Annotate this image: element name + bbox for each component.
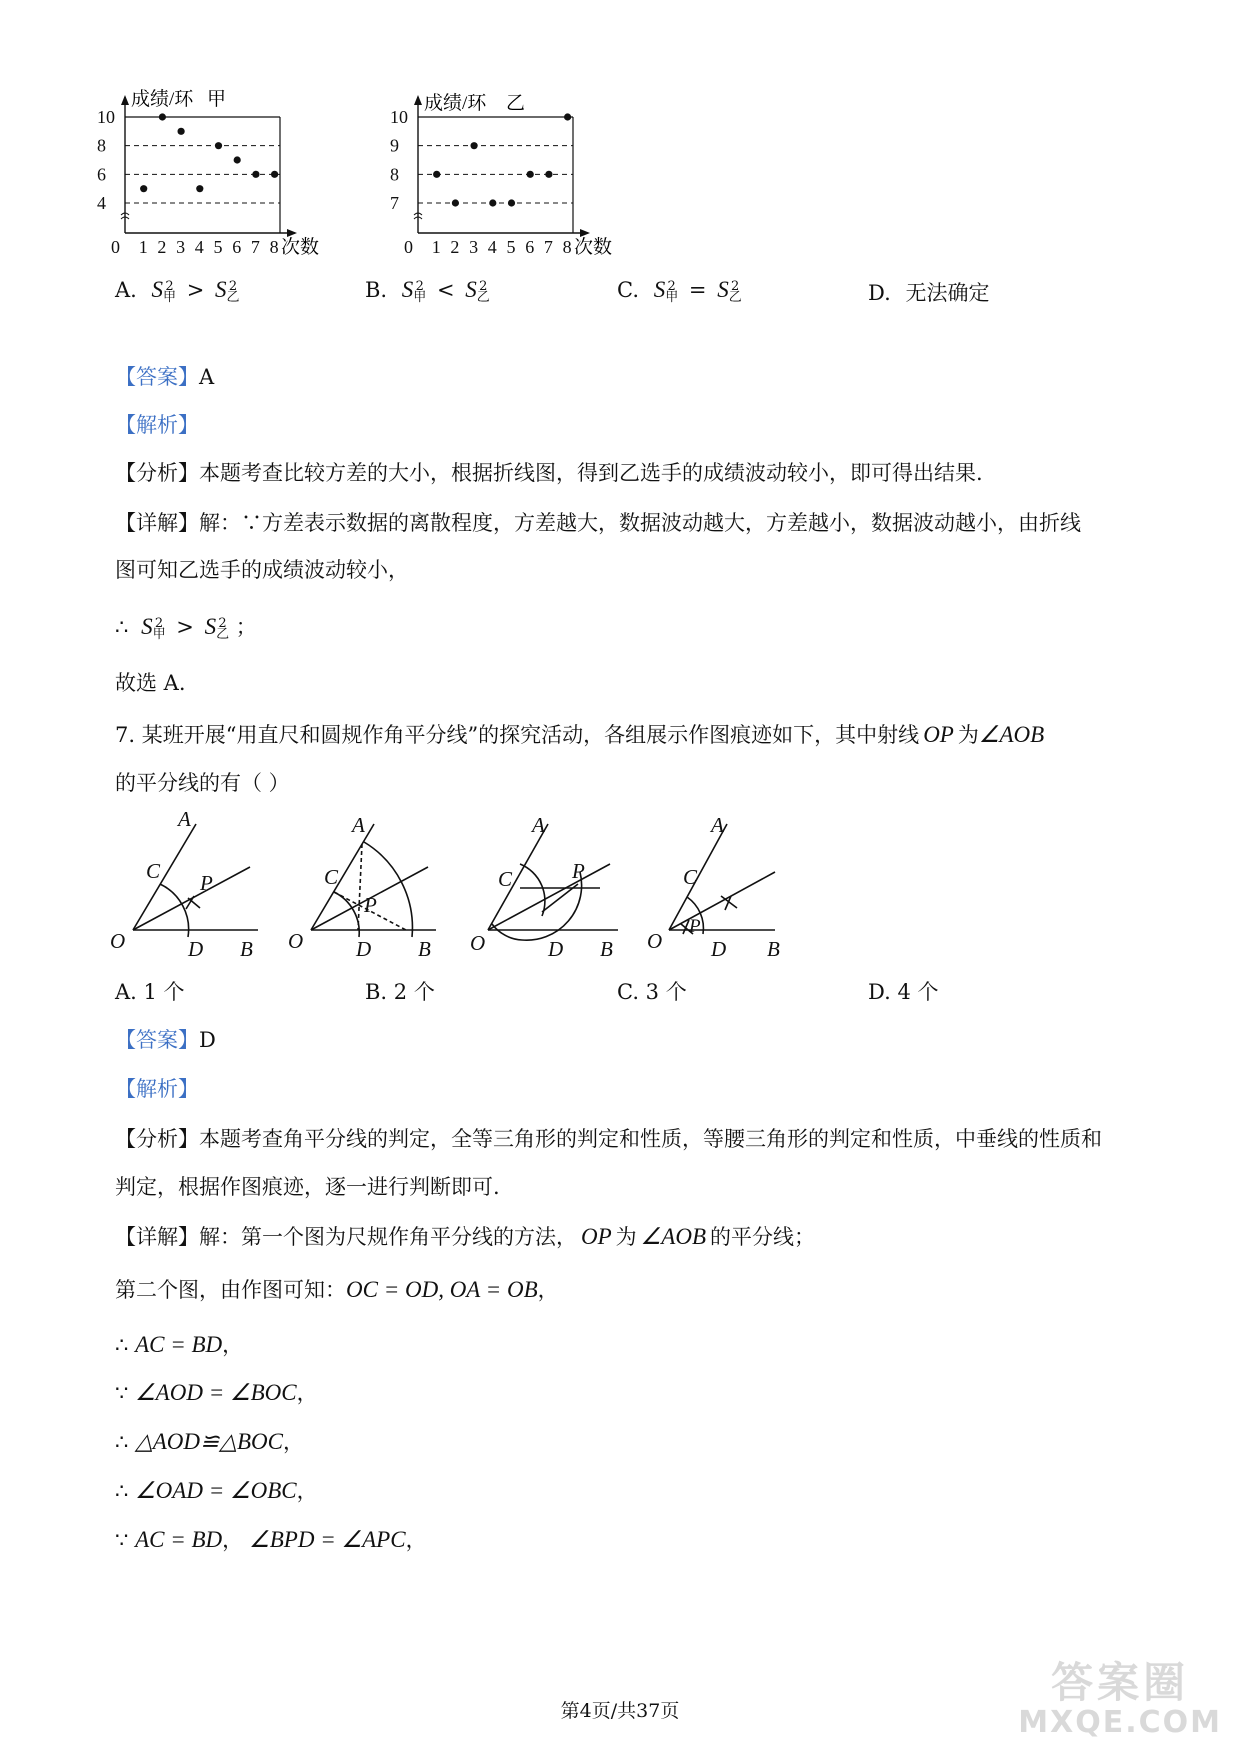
jia-data-point	[159, 113, 166, 120]
q6-option-c-sub2: 乙	[728, 289, 742, 305]
chart-yi-axes	[414, 95, 590, 237]
q7-step-2-eq: ∠AOD = ∠BOC	[135, 1380, 297, 1405]
q6-option-b-letter: B.	[365, 278, 388, 302]
jia-data-point	[196, 185, 203, 192]
q6-conclusion-formula	[115, 612, 257, 642]
q7-step-4-eq: ∠OAD = ∠OBC	[135, 1478, 297, 1503]
q7-stem-1	[115, 720, 1044, 750]
fig3-label-p: P	[572, 859, 585, 883]
chart-jia-y-ticks	[97, 107, 115, 213]
watermark-top: 答案圈	[1051, 1658, 1190, 1707]
jia-x-tick-label: 8	[269, 237, 279, 257]
jia-data-point	[140, 185, 147, 192]
q6-option-c-sq1: 2	[667, 278, 676, 294]
yi-x-tick-label: 1	[431, 237, 441, 257]
q6-formula-sq1: 2	[154, 615, 164, 631]
q6-xiangjie-1	[115, 508, 1081, 538]
q7-step-3-end: ，	[282, 1430, 304, 1454]
fig1-label-d: D	[188, 937, 204, 961]
q7-figure-2	[286, 812, 446, 962]
q6-formula-end: ；	[235, 615, 257, 639]
q7-option-c: C. 3 个	[617, 980, 687, 1004]
q7-analysis-heading	[115, 1074, 199, 1104]
chart-jia-ylabel: 成绩/环	[131, 89, 194, 110]
q6-answer	[115, 362, 214, 392]
q6-option-c-sub1: 甲	[665, 289, 679, 305]
fig1-label-a: A	[178, 812, 191, 831]
fig1-label-b: B	[240, 937, 253, 961]
fig3-label-o: O	[470, 931, 486, 955]
q6-xiangjie-text-2: 图可知乙选手的成绩波动较小，	[115, 558, 409, 582]
fig3-label-d: D	[548, 937, 564, 961]
yi-y-tick-label: 8	[390, 164, 399, 185]
q7-step-5-end: ，	[405, 1528, 427, 1552]
q7-step-4-end: ，	[296, 1479, 318, 1503]
yi-data-point	[527, 171, 534, 178]
chart-jia-series-name: 甲	[207, 89, 227, 110]
q6-xiangjie-text-1: 解：∵方差表示数据的离散程度，方差越大，数据波动越大，方差越小，数据波动越小，由折线	[199, 511, 1081, 535]
yi-x-tick-label: 3	[469, 237, 479, 257]
q6-option-b-op: <	[437, 278, 455, 302]
yi-data-point	[471, 142, 478, 149]
chart-yi-points	[433, 113, 571, 206]
q7-option-a: A. 1 个	[115, 980, 185, 1004]
q6-fenxi-text: 本题考查比较方差的大小，根据折线图，得到乙选手的成绩波动较小，即可得出结果.	[199, 461, 983, 485]
q6-fenxi	[115, 458, 983, 488]
yi-data-point	[508, 199, 515, 206]
q7-stem-angle: ∠AOB	[978, 722, 1045, 747]
q6-option-c-s1: S	[653, 277, 666, 302]
fig2-label-o: O	[288, 929, 304, 953]
fig4-label-b: B	[767, 937, 780, 961]
q7-step-1	[115, 1330, 243, 1360]
q7-stem-op: OP	[923, 722, 954, 747]
yi-data-point	[489, 199, 496, 206]
q7-step-1-end: ，	[222, 1333, 244, 1357]
chart-yi-y-ticks	[390, 107, 408, 213]
q6-option-b-sub2: 乙	[476, 289, 490, 305]
q6-option-a-sq1: 2	[165, 278, 174, 294]
q6-therefore-symbol: ∴	[115, 615, 129, 639]
q6-formula-op: >	[176, 615, 194, 639]
q7-stem-2	[115, 768, 290, 798]
q7-step-5-sep: ，	[222, 1528, 244, 1552]
q7-step-1-eq: AC = BD	[135, 1332, 223, 1357]
yi-x-tick-label: 0	[404, 237, 413, 257]
q7-step-5	[115, 1525, 427, 1555]
q7-step-3	[115, 1427, 304, 1457]
fig3-label-a: A	[532, 813, 545, 837]
yi-y-tick-label: 10	[390, 107, 408, 127]
q6-xiangjie-2	[115, 555, 409, 585]
jia-y-arrow	[121, 95, 129, 105]
jia-x-tick-label: 4	[194, 237, 204, 257]
q6-analysis-tag: 【解析】	[115, 413, 199, 437]
q7-step-4-sym: ∴	[115, 1479, 129, 1503]
q7-answer-tag: 【答案】	[115, 1028, 199, 1052]
q6-xiangjie-tag: 【详解】	[115, 511, 199, 535]
q6-option-b-s2: S	[465, 277, 477, 302]
q6-option-c-s2: S	[717, 277, 729, 302]
jia-x-tick-label: 0	[111, 237, 120, 257]
jia-data-point	[215, 142, 222, 149]
chart-yi-xlabel: 次数	[574, 237, 613, 258]
q7-stem-text-2: 的平分线的有（ ）	[115, 771, 290, 795]
jia-x-tick-label: 6	[232, 237, 242, 257]
jia-x-tick-label: 2	[157, 237, 167, 257]
q7-line-2b: OC = OD, OA = OB	[346, 1277, 538, 1302]
fig4-label-d: D	[711, 937, 727, 961]
q6-formula-sub2: 乙	[216, 626, 230, 642]
fig3-label-b: B	[600, 937, 613, 961]
fig2-label-d: D	[356, 937, 372, 961]
q6-formula-s1: S	[141, 614, 153, 639]
chart-jia-points	[140, 113, 278, 192]
chart-yi-x-ticks	[404, 237, 572, 257]
q7-xiangjie-1	[115, 1222, 815, 1252]
q7-step-3-sym: ∴	[115, 1430, 129, 1454]
chart-yi-ylabel: 成绩/环	[424, 93, 487, 114]
q6-option-a-sub1: 甲	[163, 289, 177, 305]
yi-y-tick-label: 9	[390, 135, 399, 156]
fig4-label-p: P	[689, 916, 701, 937]
q7-fenxi-2	[115, 1172, 500, 1202]
q7-answer-value: D	[199, 1028, 216, 1052]
fig2-label-p: P	[364, 893, 377, 917]
q6-option-d-letter: D.	[868, 281, 891, 305]
fig2-label-c: C	[324, 865, 339, 889]
fig2-label-a: A	[352, 813, 365, 837]
q6-answer-tag: 【答案】	[115, 365, 199, 389]
fig3-label-c: C	[498, 867, 513, 891]
yi-x-tick-label: 6	[525, 237, 535, 257]
q7-step-2-sym: ∵	[115, 1381, 129, 1405]
chart-yi-series-name: 乙	[506, 93, 526, 114]
q7-figure-3	[470, 812, 630, 962]
q6-option-a-letter: A.	[115, 278, 137, 302]
q7-step-1-sym: ∴	[115, 1333, 129, 1357]
q6-option-b-sq1: 2	[415, 278, 424, 294]
q6-option-b-sq2: 2	[479, 278, 488, 294]
q7-xiangjie-1c: 为	[615, 1225, 637, 1249]
q7-figure-4	[645, 812, 805, 962]
fig4-label-a: A	[711, 813, 724, 837]
q7-line-2a: 第二个图，由作图可知：	[115, 1278, 346, 1302]
yi-data-point	[452, 199, 459, 206]
q6-formula-sub1: 甲	[152, 626, 166, 642]
yi-x-tick-label: 8	[562, 237, 572, 257]
jia-x-tick-label: 7	[250, 237, 260, 257]
watermark-bottom: MXQE.COM	[1018, 1705, 1222, 1740]
chart-jia	[95, 85, 335, 260]
yi-x-tick-label: 2	[450, 237, 460, 257]
q6-option-c	[617, 277, 742, 303]
q6-choice	[115, 668, 186, 698]
q7-xiangjie-1b: OP	[581, 1224, 612, 1249]
jia-data-point	[234, 156, 241, 163]
q6-option-a-op: >	[186, 278, 205, 302]
page-footer: 第4页/共37页	[560, 1700, 680, 1722]
q6-option-c-sq2: 2	[731, 278, 740, 294]
jia-y-tick-label: 4	[97, 193, 106, 213]
yi-y-arrow	[414, 95, 422, 105]
q6-option-b-sub1: 甲	[413, 289, 427, 305]
q6-option-d-text: 无法确定	[905, 281, 990, 305]
q7-step-5-sym: ∵	[115, 1528, 129, 1552]
jia-y-tick-label: 8	[97, 135, 106, 156]
yi-x-tick-label: 7	[543, 237, 553, 257]
jia-data-point	[178, 128, 185, 135]
q6-option-b	[365, 277, 490, 303]
q7-line-2c: ，	[537, 1278, 559, 1302]
yi-x-tick-label: 4	[487, 237, 497, 257]
jia-x-tick-label: 3	[176, 237, 186, 257]
q6-option-a-s2: S	[215, 277, 227, 302]
q6-option-a-sub2: 乙	[226, 289, 240, 305]
jia-y-tick-label: 10	[97, 107, 115, 127]
chart-jia-x-ticks	[111, 237, 279, 257]
q6-option-d	[868, 277, 989, 307]
chart-jia-axes	[121, 95, 297, 237]
q6-option-b-s1: S	[401, 277, 414, 302]
q7-xiangjie-1d: ∠AOB	[640, 1224, 706, 1249]
q7-line-2	[115, 1275, 559, 1305]
q7-option-d: D. 4 个	[868, 980, 939, 1004]
q6-fenxi-tag: 【分析】	[115, 461, 199, 485]
q7-step-4	[115, 1476, 318, 1506]
fig1-label-c: C	[146, 859, 161, 883]
q7-xiangjie-tag: 【详解】	[115, 1225, 199, 1249]
q7-xiangjie-1a: 解：第一个图为尺规作角平分线的方法，	[199, 1225, 577, 1249]
jia-y-tick-label: 6	[97, 164, 106, 185]
q7-answer	[115, 1025, 216, 1055]
q6-formula-s2: S	[204, 614, 217, 639]
fig2-label-b: B	[418, 937, 431, 961]
fig4-label-o: O	[647, 929, 663, 953]
yi-x-tick-label: 5	[506, 237, 516, 257]
jia-x-arrow	[287, 229, 297, 237]
q7-analysis-tag: 【解析】	[115, 1077, 199, 1101]
jia-data-point	[252, 171, 259, 178]
q7-xiangjie-1e: 的平分线；	[710, 1225, 815, 1249]
yi-y-tick-label: 7	[390, 193, 399, 213]
q6-formula-sq2: 2	[218, 615, 227, 631]
q7-fenxi-text-2: 判定，根据作图痕迹，逐一进行判断即可.	[115, 1175, 500, 1199]
fig1-label-p: P	[200, 871, 213, 895]
q7-figure-1	[108, 812, 268, 962]
fig4-label-c: C	[683, 865, 698, 889]
yi-x-arrow	[580, 229, 590, 237]
q6-choice-text: 故选 A.	[115, 671, 186, 695]
q7-stem-wei: 为	[957, 723, 979, 747]
q6-option-a-sq2: 2	[228, 278, 238, 294]
q6-option-a	[115, 277, 240, 303]
q7-step-2-end: ，	[296, 1381, 318, 1405]
q7-fenxi-1	[115, 1124, 1102, 1154]
jia-x-tick-label: 5	[213, 237, 223, 257]
jia-x-tick-label: 1	[138, 237, 148, 257]
q6-option-c-letter: C.	[617, 278, 639, 302]
q7-stem-text-1: 7. 某班开展“用直尺和圆规作角平分线”的探究活动，各组展示作图痕迹如下，其中射线	[115, 723, 920, 747]
q6-analysis-heading	[115, 410, 199, 440]
q6-option-a-s1: S	[151, 277, 164, 302]
q7-step-5-eq-b: ∠BPD = ∠APC	[249, 1527, 406, 1552]
yi-data-point	[545, 171, 552, 178]
q7-fenxi-text-1: 本题考查角平分线的判定，全等三角形的判定和性质，等腰三角形的判定和性质，中垂线的性质和	[199, 1127, 1102, 1151]
q7-fenxi-tag: 【分析】	[115, 1127, 199, 1151]
q6-option-c-op: =	[688, 278, 707, 302]
jia-data-point	[271, 171, 278, 178]
q7-step-3-eq: △AOD≌△BOC	[135, 1429, 283, 1454]
yi-data-point	[433, 171, 440, 178]
yi-data-point	[564, 113, 571, 120]
fig1-label-o: O	[110, 929, 126, 953]
q7-step-5-eq-a: AC = BD	[135, 1527, 223, 1552]
chart-jia-xlabel: 次数	[281, 237, 320, 258]
q7-option-b: B. 2 个	[365, 980, 435, 1004]
chart-yi	[388, 85, 628, 260]
q6-answer-value: A	[199, 365, 215, 389]
q7-step-2	[115, 1378, 318, 1408]
watermark	[1018, 1660, 1222, 1740]
